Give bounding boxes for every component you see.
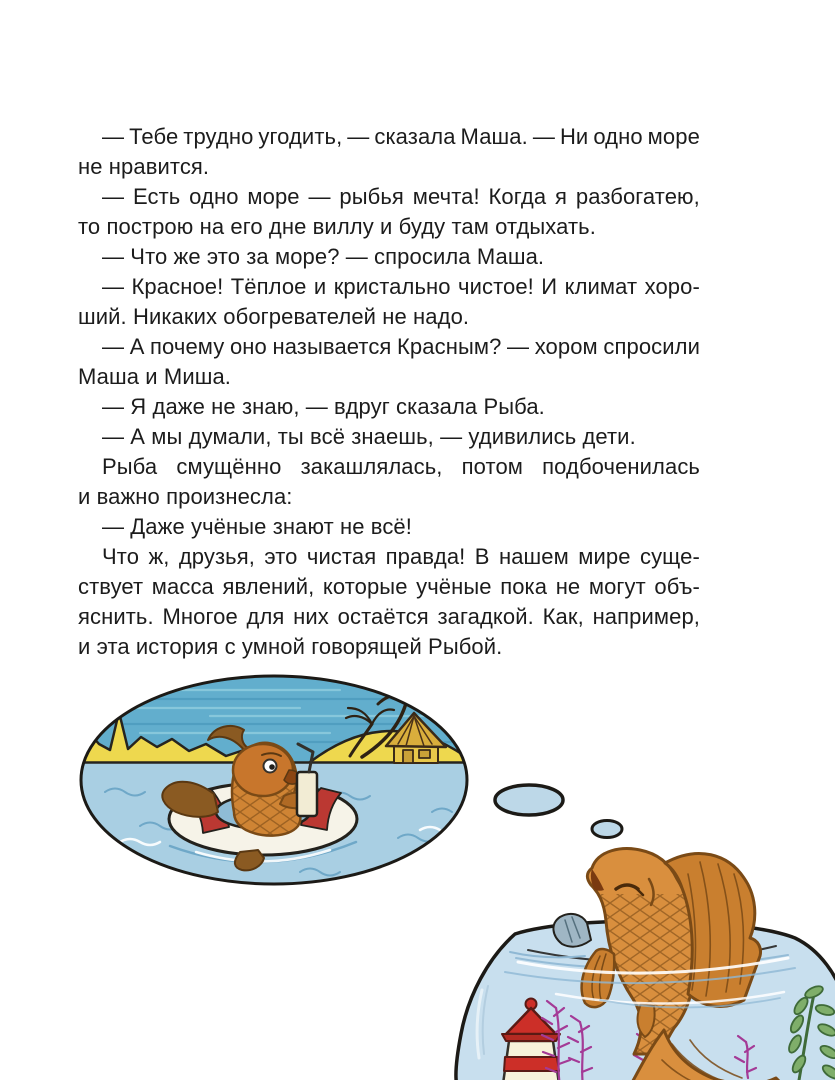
story-line: не нравится. <box>78 154 210 179</box>
cocktail-glass <box>297 772 317 816</box>
thought-bubble-small <box>592 821 622 838</box>
story-line: Маша и Миша. <box>78 364 232 389</box>
story-line: — Есть одно море — рыбья мечта! Когда я разбогатею, <box>102 184 700 209</box>
story-line: — Даже учёные знают не всё! <box>102 514 412 539</box>
story-line: Рыба смущённо закашлялась, потом подбоченилась <box>102 454 700 479</box>
dream-fish-head <box>233 744 293 796</box>
story-line: и важно произнесла: <box>78 484 293 509</box>
story-line: — Что же это за море? — спросила Маша. <box>102 244 545 269</box>
story-line: ствует масса явлений, которые учёные пока не могут объ- <box>78 574 700 599</box>
story-line: яснить. Многое для них остаётся загадкой. Как, например, <box>78 604 700 629</box>
thought-bubble-large <box>495 785 563 815</box>
story-line: — Я даже не знаю, — вдруг сказала Рыба. <box>102 394 545 419</box>
story-line: и эта история с умной говорящей Рыбой. <box>78 634 503 659</box>
story-line: ший. Никаких обогревателей не надо. <box>78 304 470 329</box>
story-text <box>78 122 700 662</box>
story-line: то построю на его дне виллу и буду там отдыхать. <box>78 214 596 239</box>
thought-cloud-scene <box>70 666 478 888</box>
fishbowl-scene <box>456 849 835 1080</box>
story-line: — Тебе трудно угодить, — сказала Маша. — Ни одно море <box>102 124 700 149</box>
story-line: — А мы думали, ты всё знаешь, — удивились дети. <box>102 424 636 449</box>
illustration <box>0 660 835 1080</box>
story-line: Что ж, друзья, это чистая правда! В нашем мире суще- <box>102 544 700 569</box>
story-line: — А почему оно называется Красным? — хором спросили <box>102 334 700 359</box>
story-line: — Красное! Тёплое и кристально чистое! И климат хоро- <box>102 274 700 299</box>
